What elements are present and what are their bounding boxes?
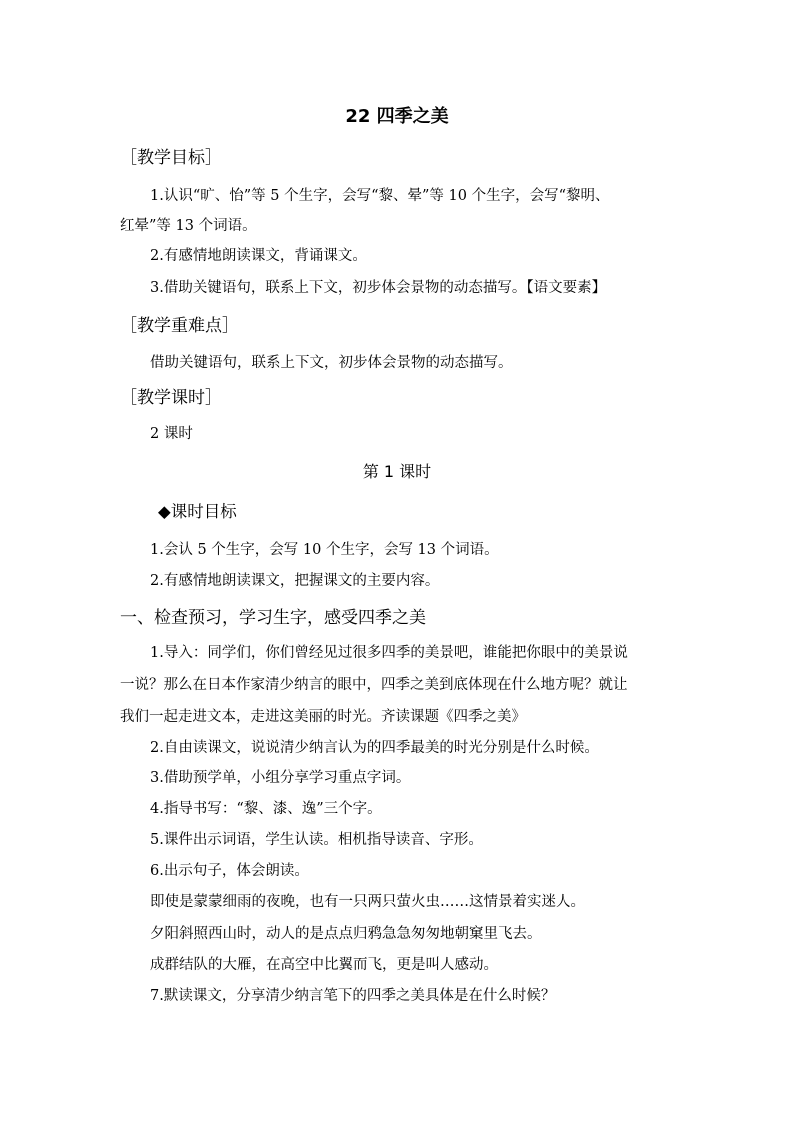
example-sentence: 夕阳斜照西山时，动人的是点点归鸦急急匆匆地朝窠里飞去。 [150,926,542,942]
step-line: 5.课件出示词语，学生认读。相机指导读音、字形。 [150,832,483,848]
part-heading-1: 一、检查预习，学习生字，感受四季之美 [120,608,426,628]
periods-text: 2 课时 [150,426,193,442]
section-heading-periods: ［教学课时］ [120,388,222,408]
example-sentence: 即使是蒙蒙细雨的夜晚，也有一只两只萤火虫……这情景着实迷人。 [150,894,585,910]
goal-item-1-cont: 红晕”等 13 个词语。 [120,218,257,234]
goal-item-2: 2.有感情地朗读课文，背诵课文。 [150,248,367,264]
page-title: 22 四季之美 [345,106,449,127]
example-sentence: 成群结队的大雁，在高空中比翼而飞，更是叫人感动。 [150,957,498,973]
step-line: 3.借助预学单，小组分享学习重点字词。 [150,770,411,786]
goal-item-3: 3.借助关键语句，联系上下文，初步体会景物的动态描写。【语文要素】 [150,280,607,296]
step-line: 2.自由读课文，说说清少纳言认为的四季最美的时光分别是什么时候。 [150,740,599,756]
step-line: 6.出示句子，体会朗读。 [150,863,309,879]
step-line: 一说？那么在日本作家清少纳言的眼中，四季之美到底体现在什么地方呢？就让 [120,677,628,693]
objective-item-2: 2.有感情地朗读课文，把握课文的主要内容。 [150,573,440,589]
objectives-heading: ◆课时目标 [158,502,237,521]
step-line: 我们一起走进文本，走进这美丽的时光。齐读课题《四季之美》 [120,709,526,725]
step-line: 1.导入：同学们，你们曾经见过很多四季的美景吧，谁能把你眼中的美景说 [150,645,628,661]
step-line: 4.指导书写：“黎、漆、逸”三个字。 [150,801,382,817]
section-heading-goals: ［教学目标］ [120,148,222,168]
step-line: 7.默读课文，分享清少纳言笔下的四季之美具体是在什么时候？ [150,988,556,1004]
goal-item-1: 1.认识“旷、怡”等 5 个生字，会写“黎、晕”等 10 个生字，会写“黎明、 [150,188,610,204]
objective-item-1: 1.会认 5 个生字，会写 10 个生字，会写 13 个词语。 [150,542,499,558]
key-points-text: 借助关键语句，联系上下文，初步体会景物的动态描写。 [150,355,513,371]
section-heading-key-points: ［教学重难点］ [120,316,239,336]
lesson-title: 第 1 课时 [362,462,432,481]
